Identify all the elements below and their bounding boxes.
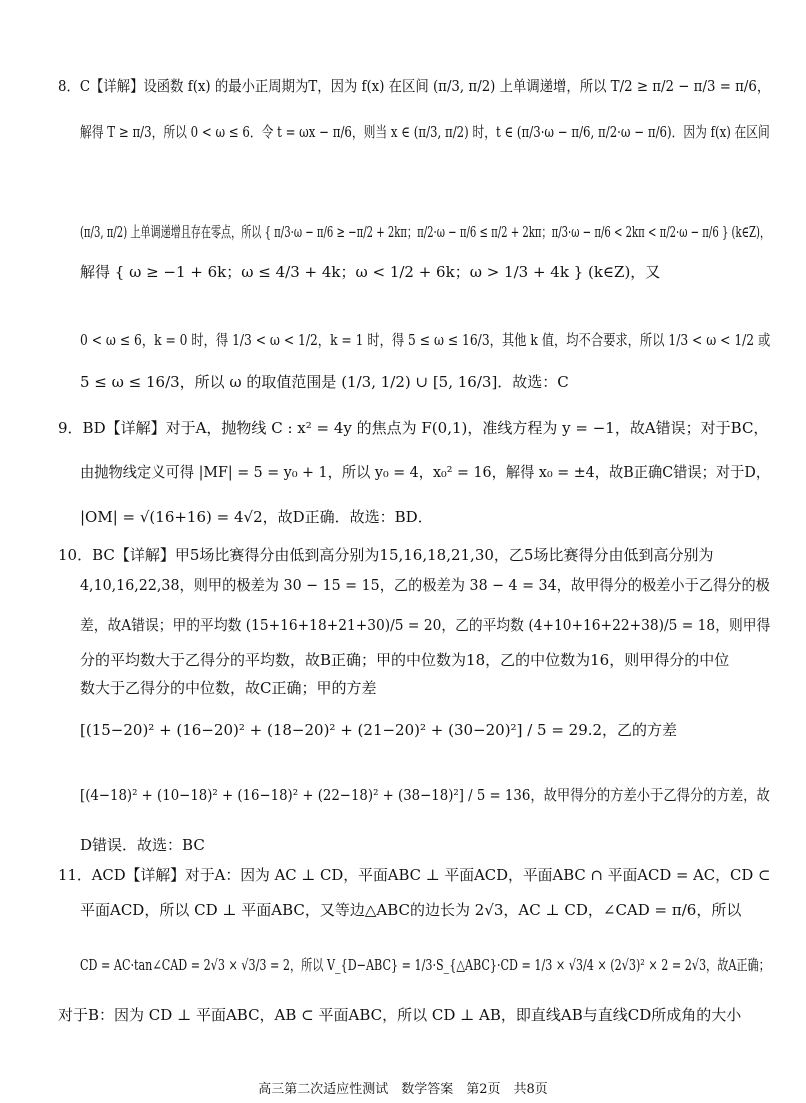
text-line: 10．BC【详解】甲5场比赛得分由低到高分别为15,16,18,21,30，乙5场比赛得分由低到高分别为 xyxy=(58,546,714,564)
page-footer: 高三第二次适应性测试 数学答案 第2页 共8页 xyxy=(258,1082,548,1097)
text-line: 由抛物线定义可得 |MF| = 5 = y₀ + 1，所以 y₀ = 4，x₀² = 16，解得 x₀ = ±4，故B正确C错误；对于D， xyxy=(80,463,771,481)
text-line: 分的平均数大于乙得分的平均数，故B正确；甲的中位数为18，乙的中位数为16，则甲得分的中位 xyxy=(80,651,730,669)
text-line: 11．ACD【详解】对于A：因为 AC ⊥ CD，平面ABC ⊥ 平面ACD，平面ABC ∩ 平面ACD = AC，CD ⊂ xyxy=(58,866,771,884)
text-line: [(4−18)² + (10−18)² + (16−18)² + (22−18)² + (38−18)²] / 5 = 136，故甲得分的方差小于乙得分的方差，故 xyxy=(80,786,770,804)
text-line: 9．BD【详解】对于A，抛物线 C : x² = 4y 的焦点为 F(0,1)，准线方程为 y = −1，故A错误；对于BC， xyxy=(58,419,769,437)
text-line: D错误．故选：BC xyxy=(80,836,205,854)
text-line: 4,10,16,22,38，则甲的极差为 30 − 15 = 15，乙的极差为 38 − 4 = 34，故甲得分的极差小于乙得分的极 xyxy=(80,576,770,594)
text-line: 差，故A错误；甲的平均数 (15+16+18+21+30)/5 = 20，乙的平均数 (4+10+16+22+38)/5 = 18，则甲得 xyxy=(80,616,771,634)
text-line: 0 < ω ≤ 6，k = 0 时，得 1/3 < ω < 1/2，k = 1 时，得 5 ≤ ω ≤ 16/3，其他 k 值，均不合要求，所以 1/3 < ω < 1/2 或 xyxy=(80,331,771,349)
text-line: 平面ACD，所以 CD ⊥ 平面ABC，又等边△ABC的边长为 2√3，AC ⊥ CD，∠CAD = π/6，所以 xyxy=(80,901,742,919)
text-line: (π/3, π/2) 上单调递增且存在零点，所以 { π/3·ω − π/6 ≥ −π/2 + 2kπ；π/2·ω − π/6 ≤ π/2 + 2kπ；π/3·ω − π/6 < 2kπ < π/2·ω − π/6 } (k∈Z)， xyxy=(80,223,771,241)
text-line: 8．C【详解】设函数 f(x) 的最小正周期为T，因为 f(x) 在区间 (π/3, π/2) 上单调递增，所以 T/2 ≥ π/2 − π/3 = π/6， xyxy=(58,77,771,95)
text-line: |OM| = √(16+16) = 4√2，故D正确．故选：BD． xyxy=(80,508,433,526)
text-line: 对于B：因为 CD ⊥ 平面ABC，AB ⊂ 平面ABC，所以 CD ⊥ AB，即直线AB与直线CD所成角的大小 xyxy=(58,1006,742,1024)
text-line: 解得 { ω ≥ −1 + 6k；ω ≤ 4/3 + 4k；ω < 1/2 + 6k；ω > 1/3 + 4k } (k∈Z)，又 xyxy=(80,263,661,281)
text-line: CD = AC·tan∠CAD = 2√3 × √3/3 = 2，所以 V_{D−ABC} = 1/3·S_{△ABC}·CD = 1/3 × √3/4 × (2√3)² × 2 = 2√3，故A正确； xyxy=(80,956,770,974)
text-line: 数大于乙得分的中位数，故C正确；甲的方差 xyxy=(80,679,377,697)
text-line: 5 ≤ ω ≤ 16/3，所以 ω 的取值范围是 (1/3, 1/2) ∪ [5, 16/3]．故选：C xyxy=(80,373,569,391)
text-line: 解得 T ≥ π/3，所以 0 < ω ≤ 6．令 t = ωx − π/6，则当 x ∈ (π/3, π/2) 时，t ∈ (π/3·ω − π/6, π/2·ω − π/6)．因为 f(x) 在区间 xyxy=(80,123,770,141)
text-line: [(15−20)² + (16−20)² + (18−20)² + (21−20)² + (30−20)²] / 5 = 29.2，乙的方差 xyxy=(80,721,678,739)
